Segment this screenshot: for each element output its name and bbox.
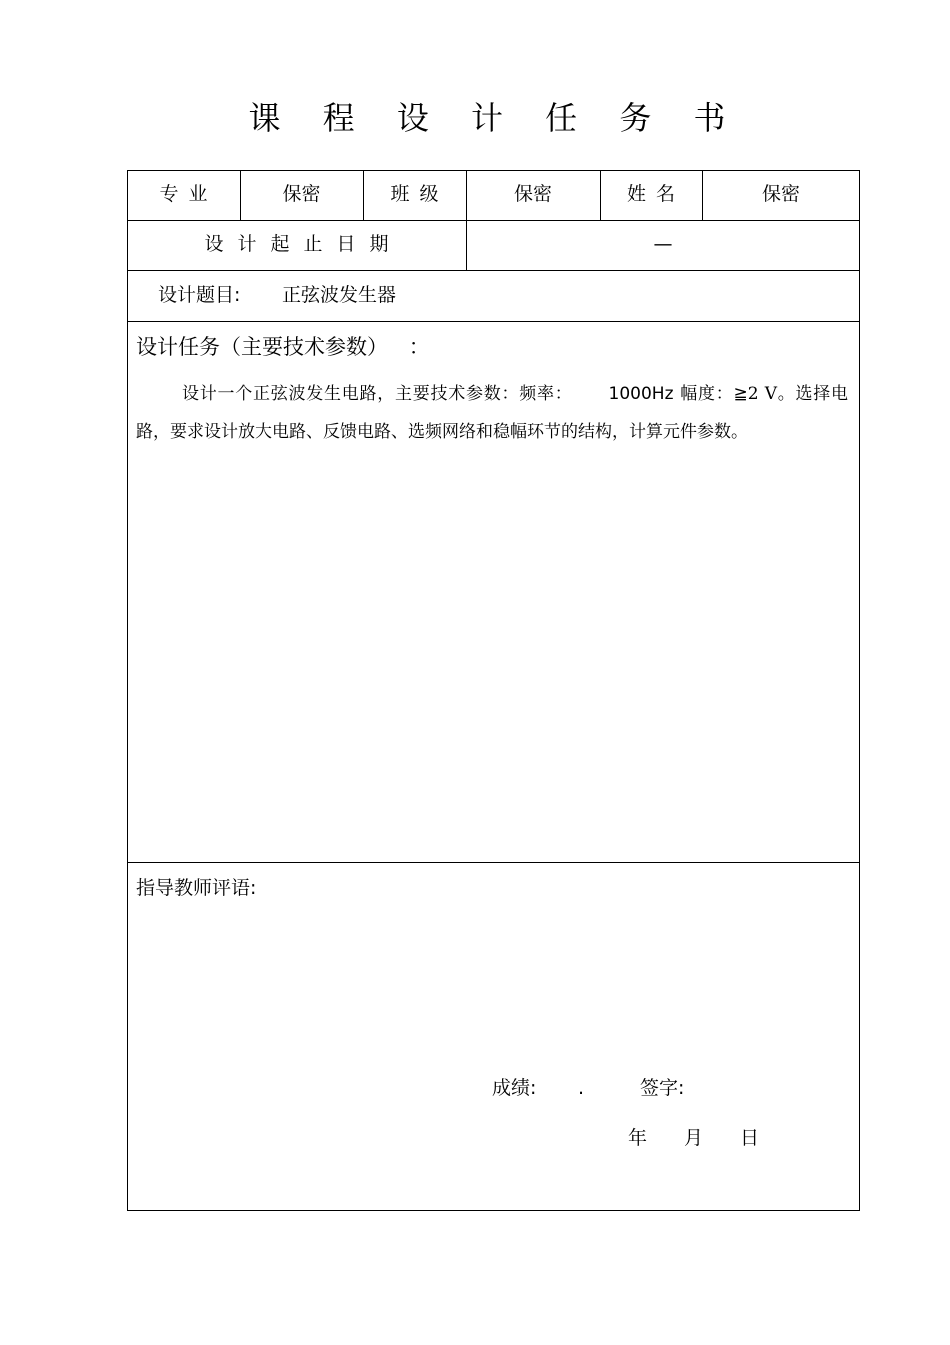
day-label: 日: [740, 1127, 760, 1149]
row-divider-3: [127, 321, 860, 322]
topic-value: 正弦波发生器: [282, 284, 397, 306]
task-body-part1: 设计一个正弦波发生电路，主要技术参数：频率：: [182, 384, 573, 404]
row-divider-1: [127, 220, 860, 221]
review-heading: 指导教师评语:: [136, 877, 257, 899]
frequency-value: 1000Hz: [608, 384, 674, 404]
task-body-part3: 选择电路，要求设计放大电路、反馈电路、选频网络和稳幅环节的结构，计算元件参数。: [136, 384, 849, 442]
grade-value: .: [578, 1077, 585, 1099]
row-divider-2: [127, 270, 860, 271]
grade-label: 成绩:: [492, 1077, 537, 1099]
major-label: 专业: [159, 183, 218, 205]
date-range-label: 设计起止日期: [204, 233, 403, 255]
class-label: 班级: [390, 183, 449, 205]
topic-label: 设计题目:: [158, 284, 241, 306]
major-value: 保密: [282, 183, 321, 205]
page-title: 课 程 设 计 任 务 书: [248, 99, 742, 137]
signature-label: 签字:: [640, 1077, 685, 1099]
task-description: [136, 375, 848, 451]
date-range-value: —: [653, 233, 673, 255]
class-value: 保密: [513, 183, 552, 205]
name-value: 保密: [761, 183, 800, 205]
task-heading-text: 设计任务（主要技术参数）: [136, 335, 388, 359]
year-label: 年: [628, 1127, 648, 1149]
task-heading: [136, 333, 430, 361]
name-label: 姓名: [626, 183, 685, 205]
row-divider-4: [127, 862, 860, 863]
amplitude-value: ≧2 V。: [733, 384, 796, 404]
task-body-part2: 幅度：: [679, 384, 734, 404]
task-heading-colon: ：: [408, 335, 430, 359]
month-label: 月: [684, 1127, 704, 1149]
task-form-table: [127, 170, 860, 1211]
